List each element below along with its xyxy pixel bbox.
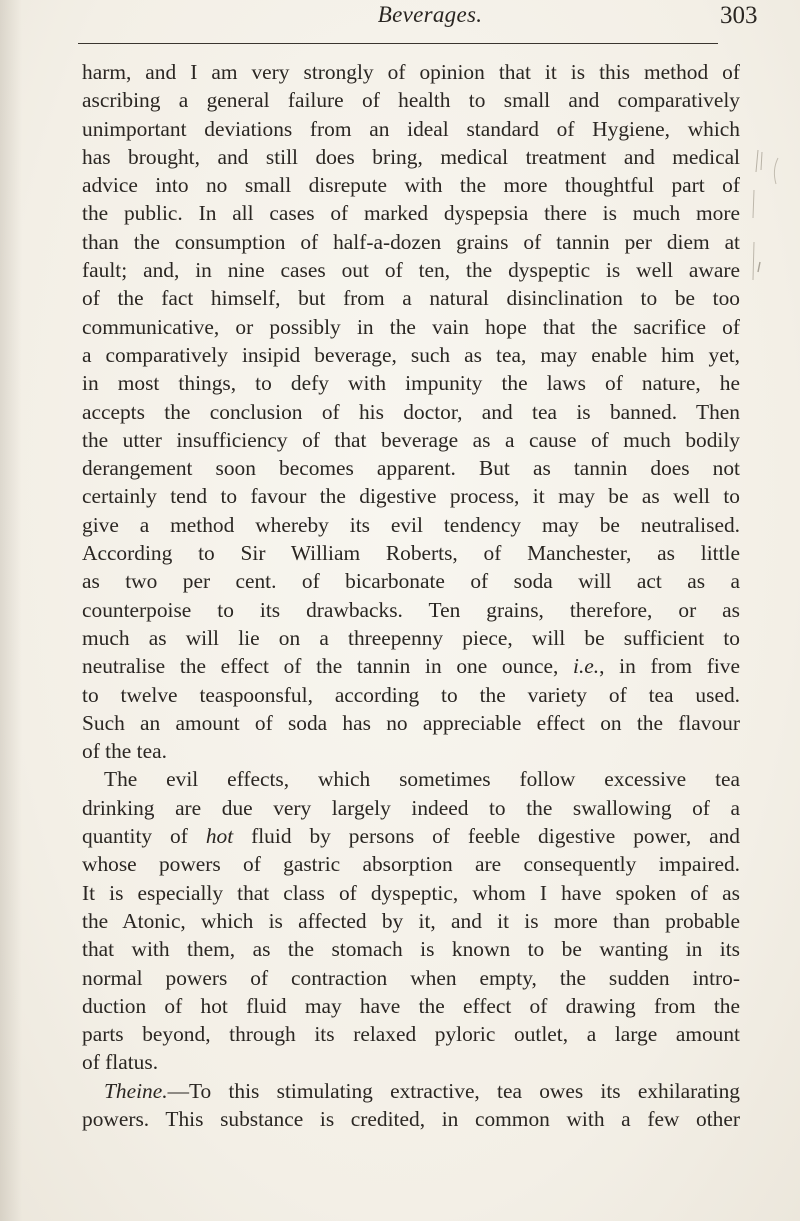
header-rule [78, 43, 718, 44]
text-line [82, 1077, 740, 1105]
text-line: give a method whereby its evil tendency may be neutralised. [82, 512, 740, 537]
text-line: to twelve teaspoonsful, according to the variety of tea used. [82, 682, 740, 707]
italic-text: Theine. [104, 1078, 168, 1103]
text-line: counterpoise to its drawbacks. Ten grains, therefore, or as [82, 597, 740, 622]
text-line: in most things, to defy with impunity the laws of nature, he [82, 371, 740, 396]
text-line: derangement soon becomes apparent. But as tannin does not [82, 456, 740, 481]
margin-bleed-marks [748, 150, 788, 300]
text-line [82, 652, 740, 680]
text-line: communicative, or possibly in the vain hope that the sacrifice of [82, 314, 740, 339]
text-line: of the fact himself, but from a natural disinclination to be too [82, 286, 740, 311]
text-line: certainly tend to favour the digestive process, it may be as well to [82, 484, 740, 509]
text-line: fault; and, in nine cases out of ten, the dyspeptic is well aware [82, 258, 740, 283]
text-line: Such an amount of soda has no appreciable effect on the flavour [82, 710, 740, 735]
text-line: whose powers of gastric absorption are consequently impaired. [82, 852, 740, 877]
text-line: harm, and I am very strongly of opinion that it is this method of [82, 60, 740, 84]
text-line: drinking are due very largely indeed to the swallowing of a [82, 795, 740, 820]
page-header [0, 0, 800, 50]
text-line: the utter insufficiency of that beverage as a cause of much bodily [82, 427, 740, 452]
text-line: of flatus. [82, 1050, 159, 1075]
text-segment: neutralise the effect of the tannin in one ounce, [82, 654, 574, 679]
text-line: a comparatively insipid beverage, such as tea, may enable him yet, [82, 342, 740, 367]
text-line: much as will lie on a threepenny piece, will be sufficient to [82, 625, 740, 650]
text-line: the public. In all cases of marked dyspepsia there is much more [82, 201, 740, 226]
text-line: duction of hot fluid may have the effect of drawing from the [82, 993, 740, 1018]
running-head: Beverages. [377, 2, 483, 27]
text-line: ascribing a general failure of health to small and comparatively [82, 88, 740, 113]
text-line: advice into no small disrepute with the more thoughtful part of [82, 173, 740, 198]
text-segment: quantity of [82, 824, 206, 849]
text-line: normal powers of contraction when empty, the sudden intro- [82, 965, 740, 990]
text-line: It is especially that class of dyspeptic, whom I have spoken of as [82, 880, 740, 905]
text-line: According to Sir William Roberts, of Manchester, as little [82, 541, 740, 566]
text-segment: , in from five [599, 654, 741, 679]
text-segment: fluid by persons of feeble digestive power, and [233, 824, 741, 849]
body-text [82, 58, 740, 1133]
italic-text: i.e. [573, 654, 600, 679]
italic-text: hot [205, 824, 234, 849]
text-line: accepts the conclusion of his doctor, and tea is banned. Then [82, 399, 740, 424]
text-line: of the tea. [82, 739, 167, 764]
text-line: than the consumption of half-a-dozen grains of tannin per diem at [82, 229, 740, 254]
binding-shadow [0, 0, 22, 1221]
text-line [82, 822, 740, 850]
page-number: 303 [720, 2, 758, 29]
text-line: as two per cent. of bicarbonate of soda will act as a [82, 569, 740, 594]
text-line: the Atonic, which is affected by it, and it is more than probable [82, 908, 740, 933]
text-line: parts beyond, through its relaxed pyloric outlet, a large amount [82, 1022, 740, 1047]
text-line: unimportant deviations from an ideal standard of Hygiene, which [82, 116, 740, 141]
text-line: has brought, and still does bring, medical treatment and medical [82, 144, 740, 169]
text-line: that with them, as the stomach is known to be wanting in its [82, 937, 740, 962]
text-line: The evil effects, which sometimes follow excessive tea [104, 767, 740, 792]
text-line: powers. This substance is credited, in common with a few other [82, 1106, 740, 1131]
text-segment: —To this stimulating extractive, tea owes its exhilarating [167, 1078, 740, 1103]
